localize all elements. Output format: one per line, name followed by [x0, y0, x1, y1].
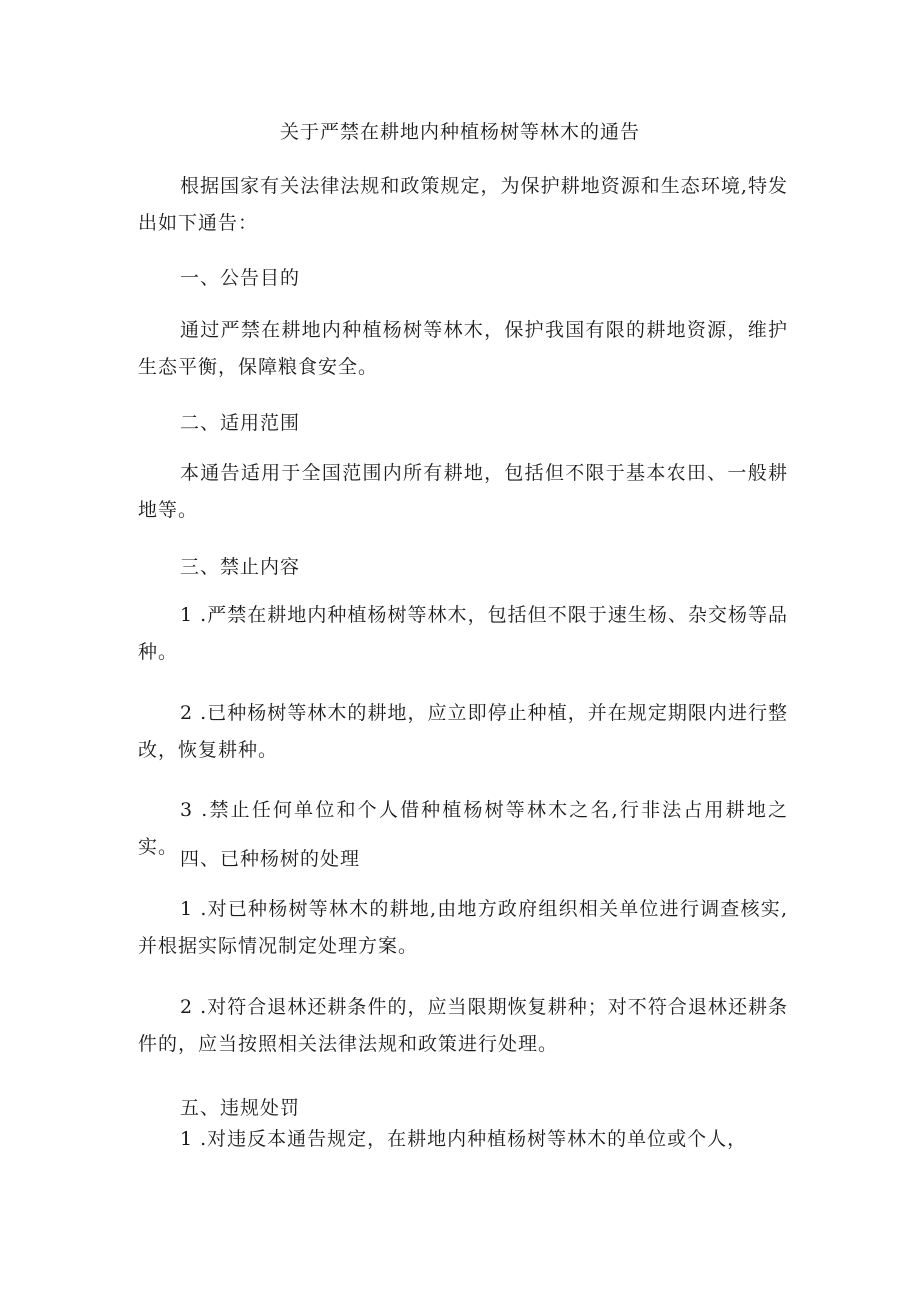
section-3-item-1: 1 .严禁在耕地内种植杨树等林木，包括但不限于速生杨、杂交杨等品种。	[138, 604, 788, 663]
section-2-heading: 二、适用范围	[180, 412, 301, 434]
section-3-heading: 三、禁止内容	[180, 556, 301, 578]
section-3-item-2: 2 .已种杨树等林木的耕地，应立即停止种植，并在规定期限内进行整改，恢复耕种。	[138, 702, 788, 761]
section-1-heading: 一、公告目的	[180, 267, 301, 289]
intro-paragraph: 根据国家有关法律法规和政策规定，为保护耕地资源和生态环境,特发出如下通告：	[138, 175, 788, 234]
document-title: 关于严禁在耕地内种植杨树等林木的通告	[279, 121, 640, 143]
section-2-text: 本通告适用于全国范围内所有耕地，包括但不限于基本农田、一般耕地等。	[138, 462, 788, 521]
section-4-heading: 四、已种杨树的处理	[180, 848, 361, 870]
section-1-text: 通过严禁在耕地内种植杨树等林木，保护我国有限的耕地资源，维护生态平衡，保障粮食安全。	[138, 319, 788, 378]
section-3-item-3: 3 .禁止任何单位和个人借种植杨树等林木之名,行非法占用耕地之实。	[138, 799, 788, 858]
section-4-item-1: 1 .对已种杨树等林木的耕地,由地方政府组织相关单位进行调查核实,并根据实际情况制定处理方案。	[138, 898, 788, 957]
section-5-item-1: 1 .对违反本通告规定，在耕地内种植杨树等林木的单位或个人，	[180, 1128, 748, 1150]
section-5-heading: 五、违规处罚	[180, 1097, 301, 1119]
section-4-item-2: 2 .对符合退林还耕条件的，应当限期恢复耕种；对不符合退林还耕条件的，应当按照相关法律法规和政策进行处理。	[138, 996, 788, 1055]
